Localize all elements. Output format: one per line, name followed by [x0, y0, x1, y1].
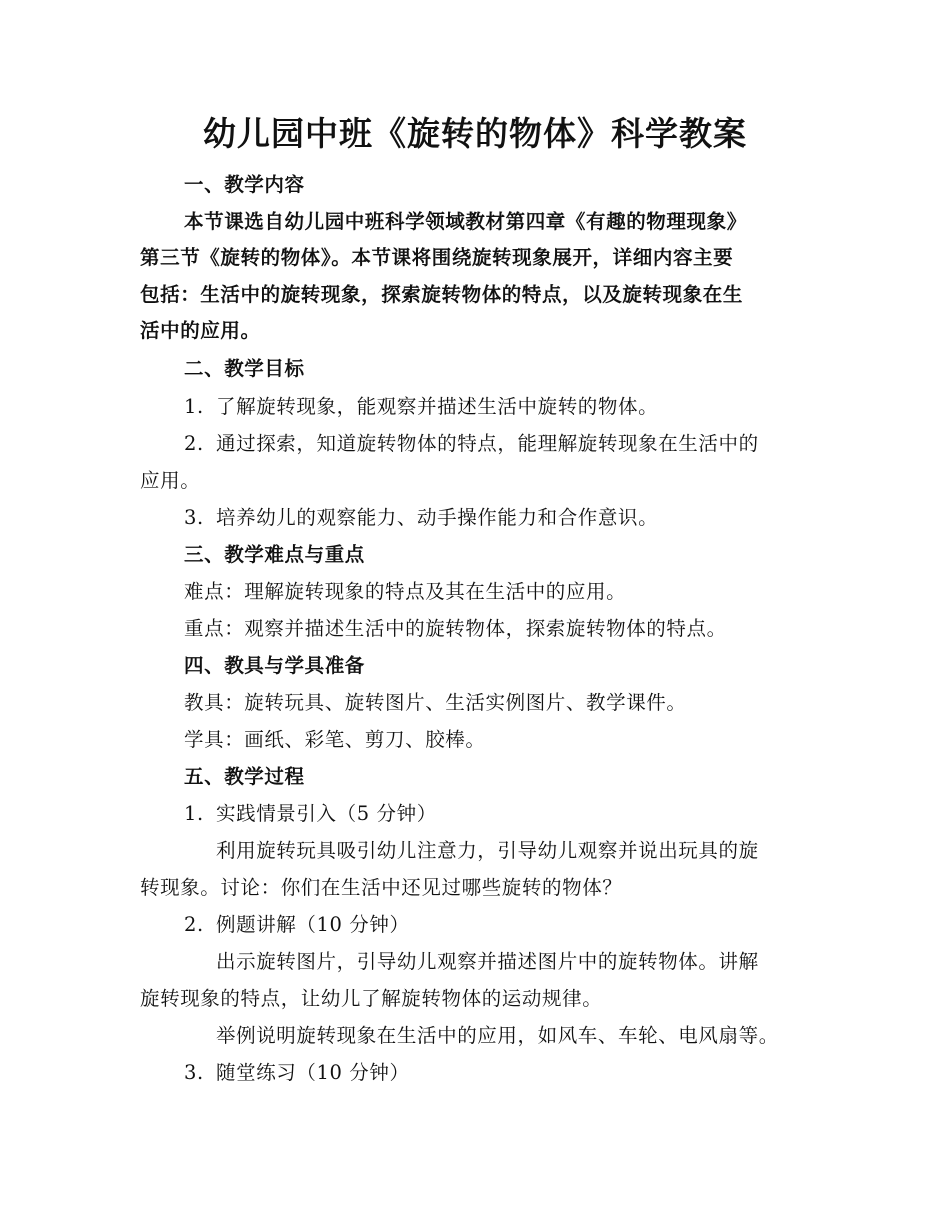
goal-number: 1. [184, 395, 204, 418]
goal-text: 了解旋转现象，能观察并描述生活中旋转的物体。 [216, 395, 659, 418]
step-paragraph-line: 举例说明旋转现象在生活中的应用，如风车、车轮、电风扇等。 [216, 1024, 779, 1047]
document-title: 幼儿园中班《旋转的物体》科学教案 [203, 114, 747, 153]
step-paragraph-line: 出示旋转图片，引导幼儿观察并描述图片中的旋转物体。讲解 [216, 950, 759, 973]
step-title: 随堂练习（10 分钟） [216, 1061, 410, 1084]
section-heading-tools: 四、教具与学具准备 [184, 654, 365, 677]
goal-text: 培养幼儿的观察能力、动手操作能力和合作意识。 [216, 506, 659, 529]
process-step-title [184, 799, 437, 829]
step-number: 3. [184, 1061, 204, 1084]
step-number: 1. [184, 802, 204, 825]
teaching-tools-line: 教具：旋转玩具、旋转图片、生活实例图片、教学课件。 [184, 691, 687, 714]
section-heading-goals: 二、教学目标 [184, 357, 305, 380]
goal-item [184, 503, 658, 533]
learning-tools-line: 学具：画纸、彩笔、剪刀、胶棒。 [184, 728, 486, 751]
section-heading-process: 五、教学过程 [184, 765, 305, 788]
section-heading-difficulty: 三、教学难点与重点 [184, 543, 365, 566]
step-paragraph-line: 转现象。讨论：你们在生活中还见过哪些旋转的物体？ [140, 876, 623, 899]
process-step-title [184, 1058, 410, 1088]
step-paragraph-line: 利用旋转玩具吸引幼儿注意力，引导幼儿观察并说出玩具的旋 [216, 839, 759, 862]
content-paragraph-line: 活中的应用。 [140, 319, 261, 342]
difficulty-line: 难点：理解旋转现象的特点及其在生活中的应用。 [184, 580, 627, 603]
content-paragraph-line: 包括：生活中的旋转现象，探索旋转物体的特点，以及旋转现象在生 [140, 283, 744, 306]
step-title: 例题讲解（10 分钟） [216, 913, 410, 936]
content-paragraph-line: 第三节《旋转的物体》。本节课将围绕旋转现象展开，详细内容主要 [140, 246, 734, 269]
goal-item [184, 392, 658, 422]
goal-text: 通过探索，知道旋转物体的特点，能理解旋转现象在生活中的 [216, 432, 759, 455]
goal-number: 2. [184, 432, 204, 455]
step-title: 实践情景引入（5 分钟） [216, 802, 437, 825]
process-step-title [184, 910, 410, 940]
goal-text-continuation: 应用。 [140, 469, 201, 492]
step-paragraph-line: 旋转现象的特点，让幼儿了解旋转物体的运动规律。 [140, 987, 603, 1010]
section-heading-content: 一、教学内容 [184, 173, 305, 196]
step-number: 2. [184, 913, 204, 936]
goal-item [184, 429, 759, 459]
content-paragraph-line: 本节课选自幼儿园中班科学领域教材第四章《有趣的物理现象》 [184, 210, 747, 233]
key-point-line: 重点：观察并描述生活中的旋转物体，探索旋转物体的特点。 [184, 617, 727, 640]
goal-number: 3. [184, 506, 204, 529]
